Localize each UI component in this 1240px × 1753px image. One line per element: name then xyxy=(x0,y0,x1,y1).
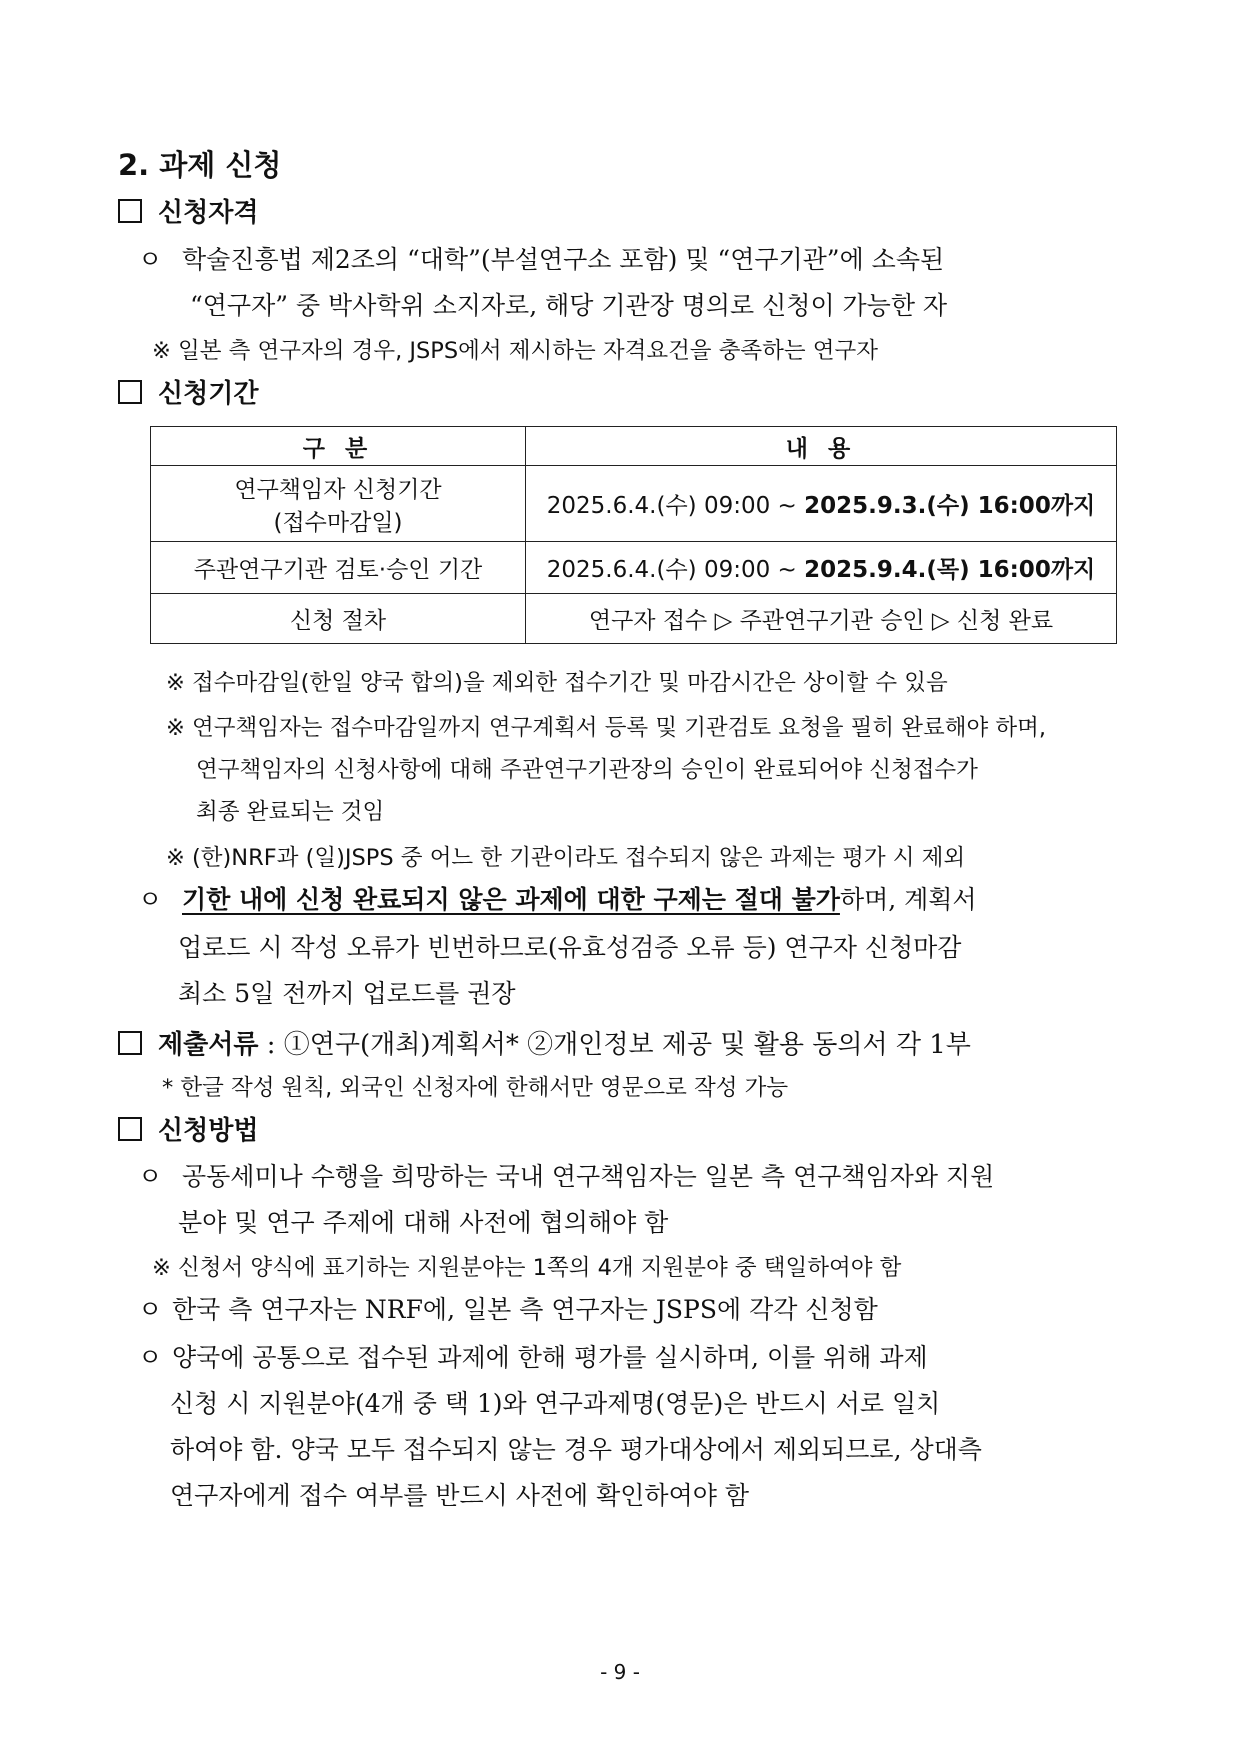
eligibility-line-1: ㅇ 학술진흥법 제2조의 “대학”(부설연구소 포함) 및 “연구기관”에 소속된 xyxy=(138,240,944,276)
table-header-category: 구 분 xyxy=(151,427,526,466)
checkbox-square-icon xyxy=(118,199,142,223)
eligibility-line-2: “연구자” 중 박사학위 소지자로, 해당 기관장 명의로 신청이 가능한 자 xyxy=(190,291,948,320)
eligibility-note: ※ 일본 측 연구자의 경우, JSPS에서 제시하는 자격요건을 충족하는 연구자 xyxy=(152,338,878,364)
bullet-icon: ㅇ xyxy=(138,885,163,914)
bullet-icon: ㅇ xyxy=(138,1162,163,1191)
table-header-row xyxy=(151,427,1117,466)
method-item-2: ㅇ 한국 측 연구자는 NRF에, 일본 측 연구자는 JSPS에 각각 신청함 xyxy=(138,1290,878,1326)
period-note-2: ※ 연구책임자는 접수마감일까지 연구계획서 등록 및 기관검토 요청을 필히 완료해야 하며, xyxy=(166,715,1046,741)
deadline-line-1: ㅇ 기한 내에 신청 완료되지 않은 과제에 대한 구제는 절대 불가하며, 계획서 xyxy=(138,880,977,916)
table-row xyxy=(151,466,1117,542)
table-cell-label: 신청 절차 xyxy=(151,594,526,644)
period-table xyxy=(150,426,1117,644)
method-heading: 신청방법 xyxy=(118,1110,258,1147)
deadline-line-3: 최소 5일 전까지 업로드를 권장 xyxy=(178,979,516,1008)
period-heading: 신청기간 xyxy=(118,373,258,410)
method-item-1-line-2: 분야 및 연구 주제에 대해 사전에 협의해야 함 xyxy=(178,1208,669,1237)
table-cell-value: 2025.6.4.(수) 09:00 ~ 2025.9.3.(수) 16:00까지 xyxy=(526,466,1117,542)
method-note: ※ 신청서 양식에 표기하는 지원분야는 1쪽의 4개 지원분야 중 택일하여야 함 xyxy=(152,1255,902,1281)
table-header-content: 내 용 xyxy=(526,427,1117,466)
checkbox-square-icon xyxy=(118,380,142,404)
deadline-line-2: 업로드 시 작성 오류가 빈번하므로(유효성검증 오류 등) 연구자 신청마감 xyxy=(178,933,962,962)
eligibility-heading: 신청자격 xyxy=(118,192,258,229)
period-note-3: ※ (한)NRF과 (일)JSPS 중 어느 한 기관이라도 접수되지 않은 과제는 평가 시 제외 xyxy=(166,845,966,871)
table-row xyxy=(151,594,1117,644)
checkbox-square-icon xyxy=(118,1117,142,1141)
method-item-1-line-1: ㅇ 공동세미나 수행을 희망하는 국내 연구책임자는 일본 측 연구책임자와 지원 xyxy=(138,1157,994,1193)
period-note-1: ※ 접수마감일(한일 양국 합의)을 제외한 접수기간 및 마감시간은 상이할 수 있음 xyxy=(166,670,948,696)
method-item-3-line-1: ㅇ 양국에 공통으로 접수된 과제에 한해 평가를 실시하며, 이를 위해 과제 xyxy=(138,1338,928,1374)
bullet-icon: ㅇ xyxy=(138,1295,163,1324)
section-title: 2. 과제 신청 xyxy=(118,148,282,182)
bullet-icon: ㅇ xyxy=(138,1343,163,1372)
documents-heading: 제출서류 xyxy=(158,1030,259,1060)
table-row xyxy=(151,542,1117,594)
table-cell-value: 연구자 접수 ▷ 주관연구기관 승인 ▷ 신청 완료 xyxy=(526,594,1117,644)
deadline-warning: 기한 내에 신청 완료되지 않은 과제에 대한 구제는 절대 불가 xyxy=(182,885,840,914)
period-note-2-cont-1: 연구책임자의 신청사항에 대해 주관연구기관장의 승인이 완료되어야 신청접수가 xyxy=(196,757,978,783)
page-number: - 9 - xyxy=(600,1660,640,1684)
checkbox-square-icon xyxy=(118,1031,142,1055)
documents-line: 제출서류 : ①연구(개최)계획서* ②개인정보 제공 및 활용 동의서 각 1부 xyxy=(118,1024,971,1061)
documents-note: * 한글 작성 원칙, 외국인 신청자에 한해서만 영문으로 작성 가능 xyxy=(162,1075,789,1101)
period-note-2-cont-2: 최종 완료되는 것임 xyxy=(196,799,385,825)
method-item-3-line-4: 연구자에게 접수 여부를 반드시 사전에 확인하여야 함 xyxy=(170,1481,749,1510)
table-cell-label: 연구책임자 신청기간 (접수마감일) xyxy=(151,466,526,542)
bullet-icon: ㅇ xyxy=(138,245,163,274)
table-cell-label: 주관연구기관 검토·승인 기간 xyxy=(151,542,526,594)
method-item-3-line-2: 신청 시 지원분야(4개 중 택 1)와 연구과제명(영문)은 반드시 서로 일치 xyxy=(170,1389,941,1418)
table-cell-value: 2025.6.4.(수) 09:00 ~ 2025.9.4.(목) 16:00까지 xyxy=(526,542,1117,594)
method-item-3-line-3: 하여야 함. 양국 모두 접수되지 않는 경우 평가대상에서 제외되므로, 상대측 xyxy=(170,1435,982,1464)
